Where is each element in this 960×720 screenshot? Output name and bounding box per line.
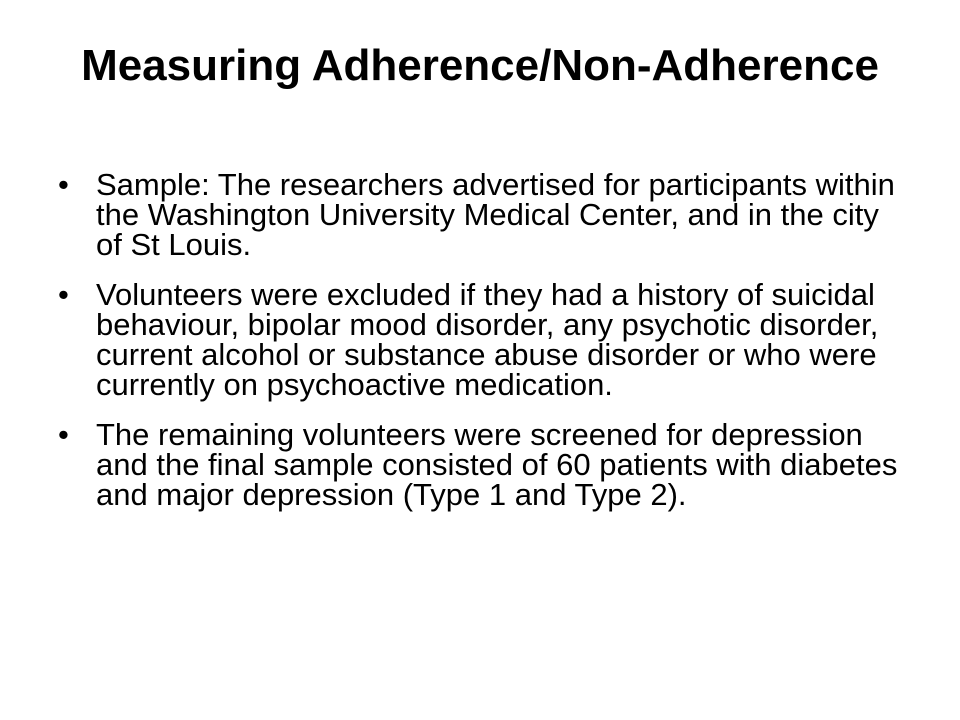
slide-title: Measuring Adherence/Non-Adherence [81,41,879,90]
bullet-dot-icon: • [58,417,69,452]
bullet-item-sample [58,167,908,262]
bullet-text: Volunteers were excluded if they had a history of suicidal behaviour, bipolar mood disorder, any psychotic disorder, current alcohol or substance abuse disorder or who were currently on psychoactive medication. [96,277,879,402]
bullet-dot-icon: • [58,277,69,312]
bullet-text: Sample: The researchers advertised for participants within the Washington University Medical Center, and in the city of St Louis. [96,167,895,262]
bullet-dot-icon: • [58,167,69,202]
bullet-item-exclusions [58,277,908,402]
bullet-list [58,167,908,530]
bullet-item-final-sample [58,417,908,512]
bullet-text: The remaining volunteers were screened for depression and the final sample consisted of 60 patients with diabetes and major depression (Type 1 and Type 2). [96,417,898,512]
